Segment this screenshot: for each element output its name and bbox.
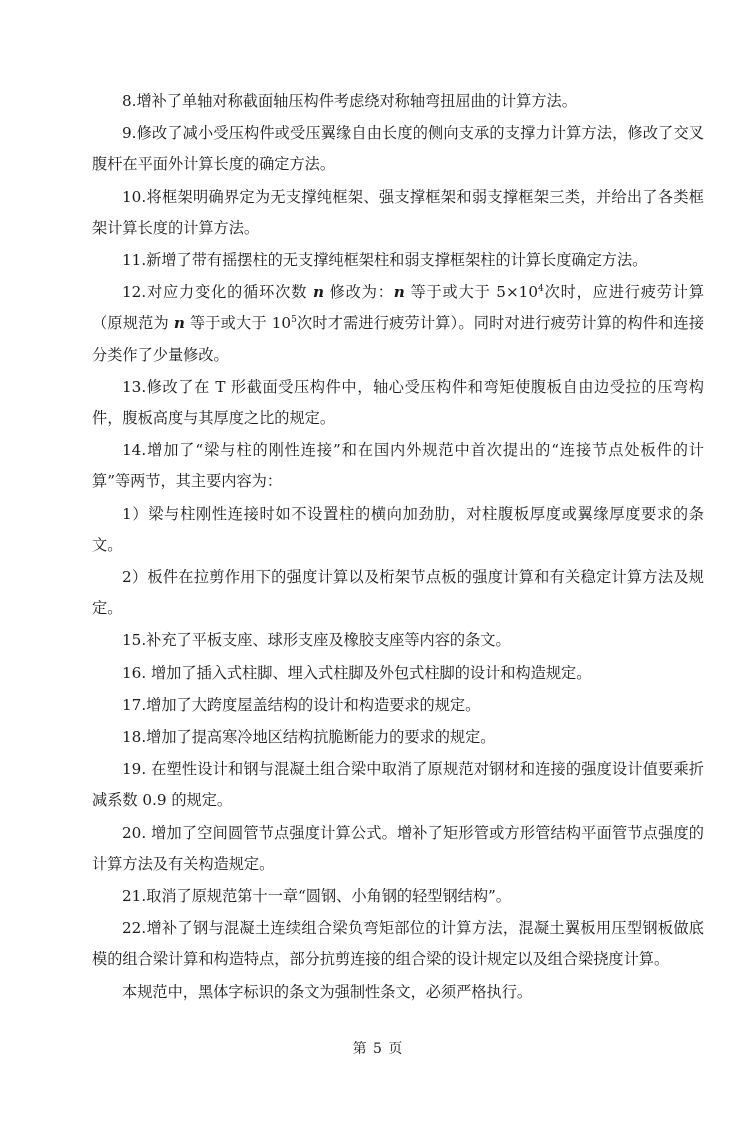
paragraph-item-20: 20. 增加了空间圆管节点强度计算公式。增补了矩形管或方形管结构平面管节点强度的计算方法及有关构造规定。 (92, 823, 704, 873)
paragraph-mandatory-note: 本规范中，黑体字标识的条文为强制性条文，必须严格执行。 (122, 982, 533, 1001)
para12-text-f: 次时才需进行疲劳计算）。同时对进行疲劳计算的构件和连接分类作了少量修改。 (92, 314, 705, 364)
paragraph-item-8: 8.增补了单轴对称截面轴压构件考虑绕对称轴弯扭屈曲的计算方法。 (122, 92, 577, 110)
paragraph-item-19: 19. 在塑性设计和钢与混凝土组合梁中取消了原规范对钢材和连接的强度设计值要乘折减系数 0.9 的规定。 (92, 760, 704, 810)
para12-text-c: 等于或大于 5×10 (410, 283, 539, 302)
para12-n-symbol-2: n (393, 283, 405, 302)
para12-exponent-1: 4 (538, 284, 544, 295)
paragraph-item-18: 18.增加了提高寒冷地区结构抗脆断能力的要求的规定。 (122, 728, 496, 747)
paragraph-item-14: 14.增加了“梁与柱的刚性连接”和在国内外规范中首次提出的“连接节点处板件的计算”等两节，其主要内容为： (92, 441, 704, 491)
para12-n-symbol-3: n (173, 314, 185, 333)
page-number: 第 5 页 (352, 1041, 404, 1057)
document-body (92, 86, 704, 1008)
paragraph-item-21: 21.取消了原规范第十一章“圆钢、小角钢的轻型钢结构”。 (122, 887, 511, 906)
para12-text-e: 等于或大于 10 (189, 314, 292, 333)
para12-text-d: 次时，应进行疲劳计算（原规范为 (92, 283, 705, 333)
paragraph-item-16: 16. 增加了插入式柱脚、埋入式柱脚及外包式柱脚的设计和构造规定。 (122, 663, 592, 682)
para12-text-b: 修改为： (329, 283, 394, 302)
paragraph-item-10: 10.将框架明确界定为无支撑纯框架、强支撑框架和弱支撑框架三类，并给出了各类框架计算长度的计算方法。 (92, 187, 704, 237)
para12-exponent-2: 5 (291, 315, 297, 326)
paragraph-item-9: 9.修改了减小受压构件或受压翼缘自由长度的侧向支承的支撑力计算方法，修改了交叉腹杆在平面外计算长度的确定方法。 (92, 124, 704, 174)
para12-text-a: 12.对应力变化的循环次数 (122, 283, 308, 302)
paragraph-item-13: 13.修改了在 T 形截面受压构件中，轴心受压构件和弯矩使腹板自由边受拉的压弯构件，腹板高度与其厚度之比的规定。 (92, 377, 704, 428)
paragraph-item-22: 22.增补了钢与混凝土连续组合梁负弯矩部位的计算方法，混凝土翼板用压型钢板做底模的组合梁计算和构造特点，部分抗剪连接的组合梁的设计规定以及组合梁挠度计算。 (92, 919, 704, 969)
paragraph-item-15: 15.补充了平板支座、球形支座及橡胶支座等内容的条文。 (122, 631, 511, 650)
para12-n-symbol-1: n (312, 283, 324, 302)
paragraph-item-17: 17.增加了大跨度屋盖结构的设计和构造要求的规定。 (122, 695, 481, 714)
paragraph-subitem-1: 1）梁与柱刚性连接时如不设置柱的横向加劲肋，对柱腹板厚度或翼缘厚度要求的条文。 (92, 504, 704, 554)
paragraph-item-11: 11.新增了带有摇摆柱的无支撑纯框架柱和弱支撑框架柱的计算长度确定方法。 (122, 251, 648, 270)
paragraph-subitem-2: 2）板件在拉剪作用下的强度计算以及桁架节点板的强度计算和有关稳定计算方法及规定。 (92, 568, 704, 618)
paragraph-item-12 (92, 277, 704, 371)
